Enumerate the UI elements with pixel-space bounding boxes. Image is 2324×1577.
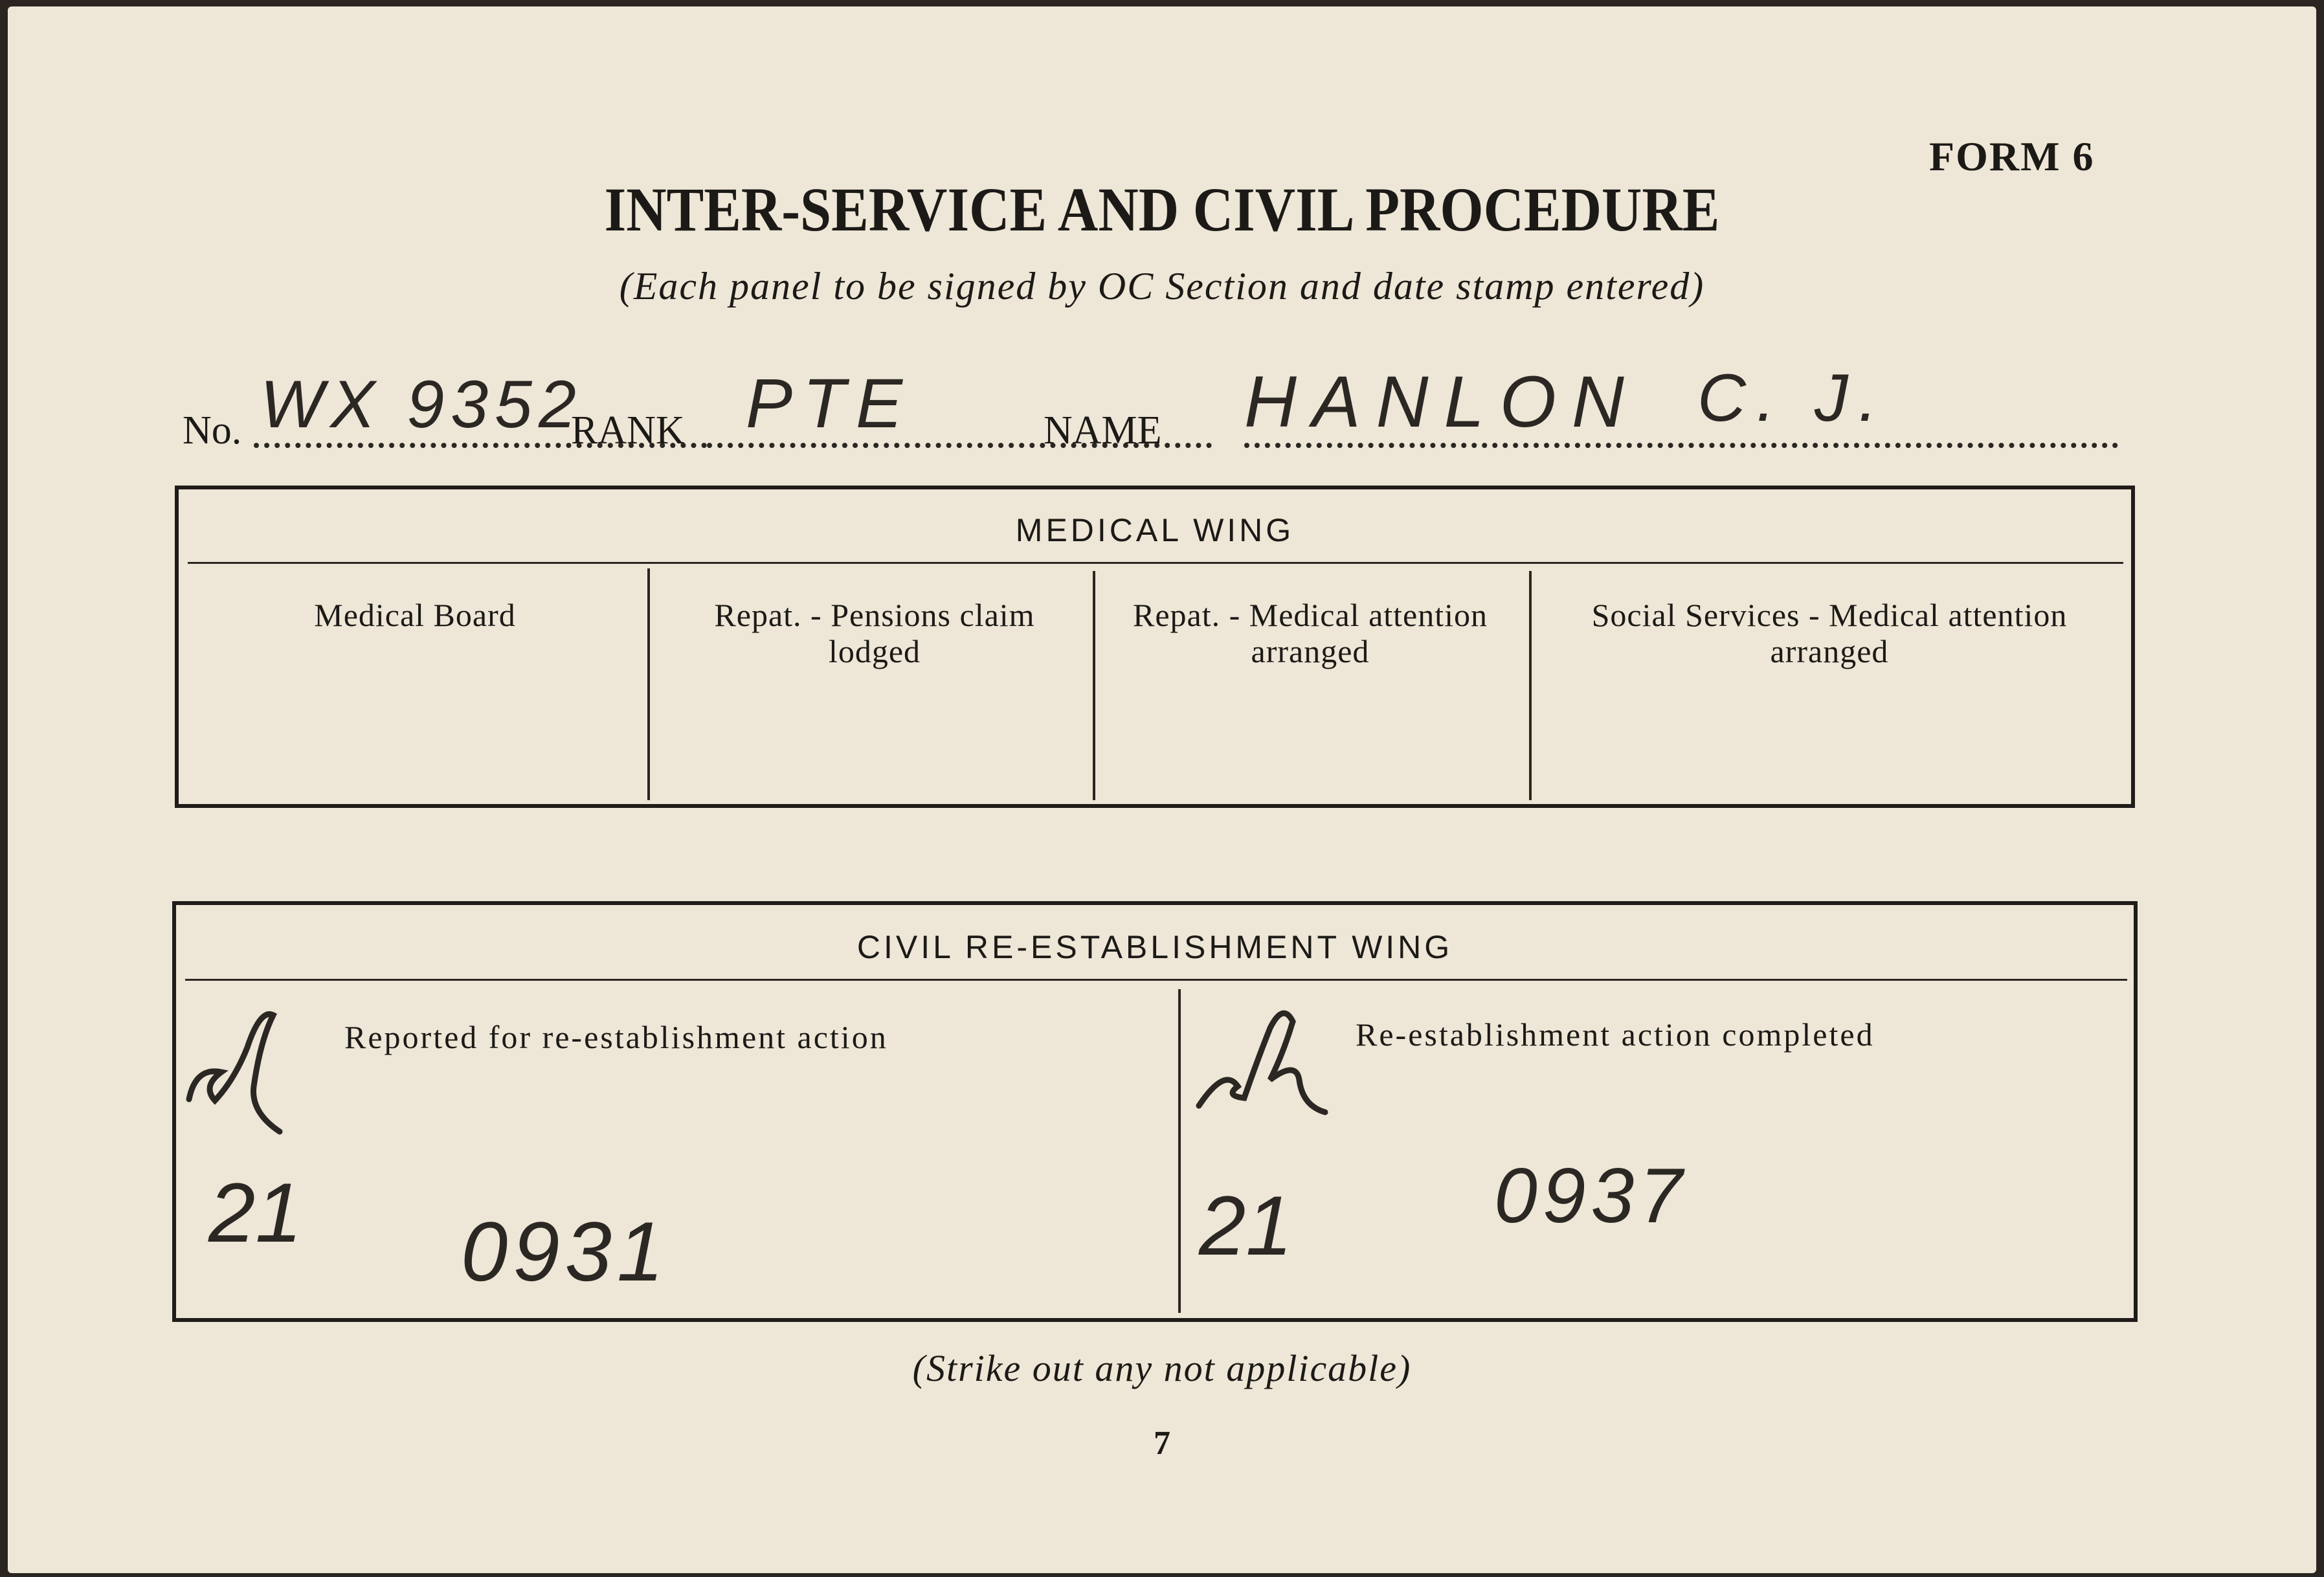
service-number-label: No. <box>183 408 242 453</box>
medical-column-divider-3 <box>1529 571 1532 800</box>
pensions-claim-cell: Repat. - Pensions claim lodged <box>714 597 1035 669</box>
civil-column-divider <box>1178 989 1181 1313</box>
completed-signature <box>1186 983 1341 1138</box>
strike-out-note: (Strike out any not applicable) <box>912 1347 1412 1389</box>
completed-code: 0937 <box>1494 1152 1688 1239</box>
civil-wing-panel <box>172 901 2138 1322</box>
form-card <box>8 6 2316 1573</box>
reported-label: Reported for re-establishment action <box>344 1019 888 1055</box>
medical-column-divider-2 <box>1093 571 1095 800</box>
form-title: INTER-SERVICE AND CIVIL PROCEDURE <box>604 175 1720 244</box>
reported-code: 0931 <box>461 1204 669 1299</box>
service-number-value: WX 9352 <box>260 367 583 442</box>
initials-value: C. J. <box>1697 361 1888 436</box>
social-services-medical-cell: Social Services - Medical attention arranged <box>1591 597 2068 669</box>
name-label: NAME <box>1044 408 1162 453</box>
page-number: 7 <box>1154 1425 1170 1462</box>
medical-wing-divider <box>188 562 2123 564</box>
rank-value: PTE <box>746 364 913 442</box>
civil-wing-divider <box>185 979 2127 981</box>
medical-column-divider-1 <box>647 568 650 800</box>
identity-line <box>183 361 2118 453</box>
completed-day: 21 <box>1199 1178 1293 1273</box>
form-number: FORM 6 <box>1929 133 2095 179</box>
repat-medical-attention-cell: Repat. - Medical attention arranged <box>1132 597 1488 669</box>
form-instruction: (Each panel to be signed by OC Section and date stamp entered) <box>619 265 1705 308</box>
civil-wing-title: CIVIL RE-ESTABLISHMENT WING <box>856 929 1453 965</box>
reported-signature <box>176 989 306 1145</box>
completed-label: Re-establishment action completed <box>1356 1016 1875 1053</box>
medical-board-cell: Medical Board <box>314 597 516 633</box>
medical-wing-title: MEDICAL WING <box>1015 512 1295 548</box>
rank-label: RANK <box>571 408 685 453</box>
surname-value: HANLON <box>1244 361 1640 442</box>
medical-wing-panel <box>175 486 2135 808</box>
reported-day: 21 <box>208 1165 302 1260</box>
